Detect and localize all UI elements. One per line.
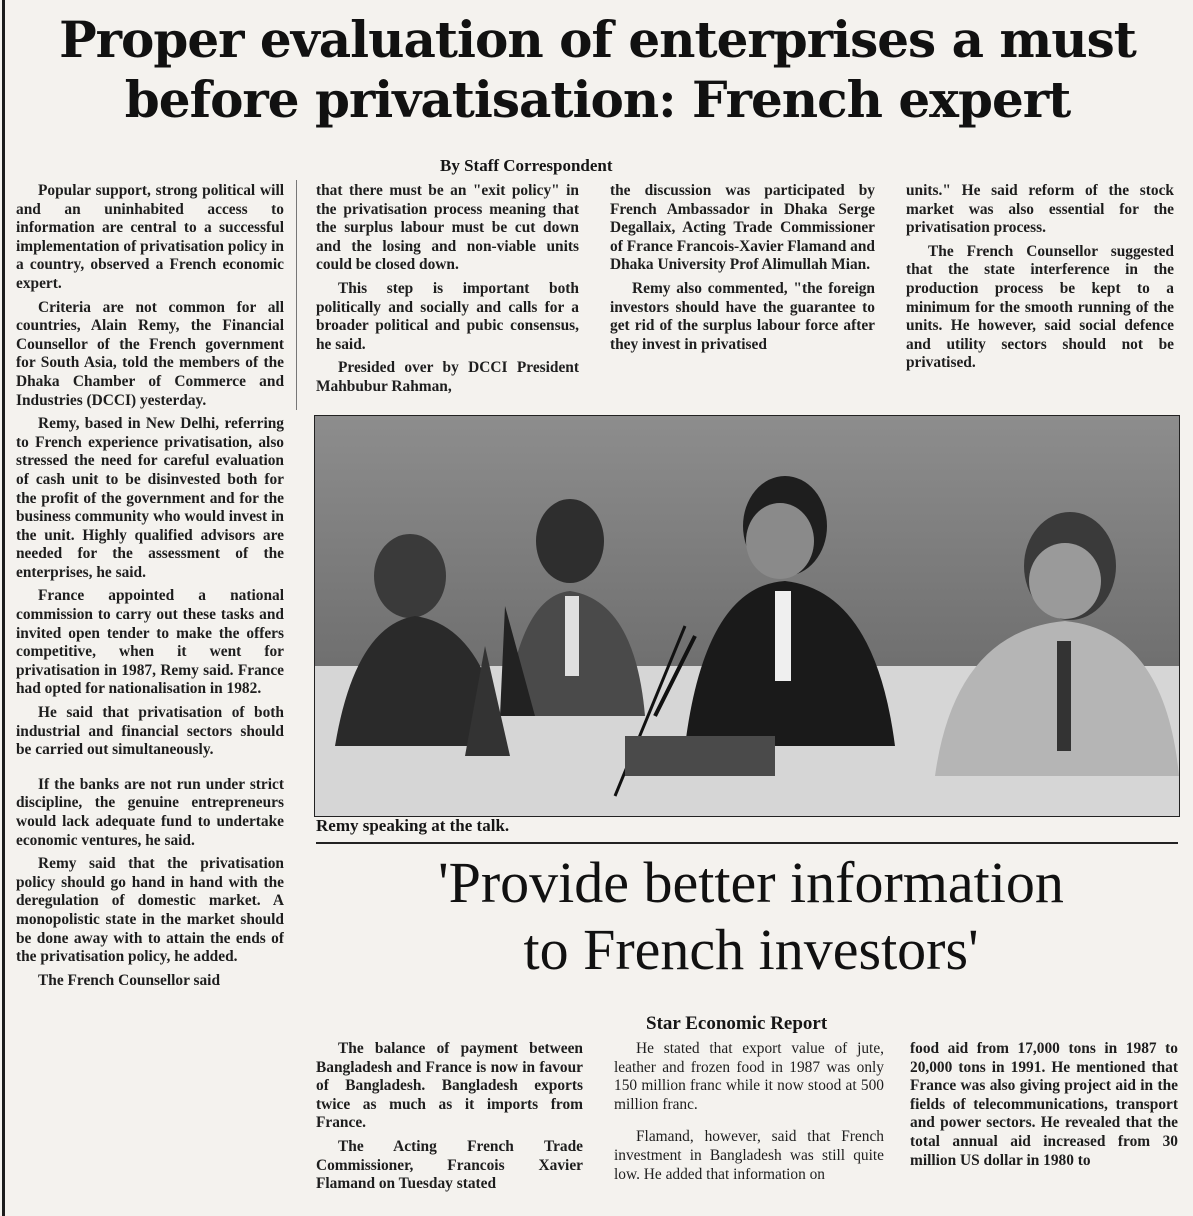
article2-column-1 (316, 1040, 583, 1216)
press-photo (314, 415, 1180, 817)
column-rule (296, 180, 297, 410)
article1-col3-para: the discussion was participated by French Ambassador in Dhaka Serge Degallaix, Acting Trade Commissioner of France Francois-Xavier Flamand and Dhaka University Prof Alimullah Mian. (610, 182, 875, 274)
article2-column-2 (614, 1040, 884, 1216)
article1-col1-para: Remy, based in New Delhi, referring to French experience privatisation, also stressed the need for careful evaluation of cash unit to be disinvested both for the profit of the government and for the business community who would invest in the unit. Highly qualified advisors are needed for the assessment of the enterprises, he said. (16, 415, 284, 581)
article1-column-1 (16, 182, 284, 1216)
article1-col1-para: Popular support, strong political will and an uninhabited access to information are central to a successful implementation of privatisation policy in a country, observed a French economic expert. (16, 182, 284, 292)
second-headline-line1: 'Provide better information (438, 850, 1064, 915)
article1-col2-para: This step is important both politically and socially and calls for a broader political and pubic consensus, he said. (316, 279, 579, 353)
article1-col1-para: He said that privatisation of both industrial and financial sectors should be carried out simultaneously. (16, 704, 284, 759)
caption-rule (316, 842, 1178, 844)
main-headline (10, 10, 1185, 130)
article1-col1-para: Criteria are not common for all countries, Alain Remy, the Financial Counsellor of the French government for South Asia, told the members of the Dhaka Chamber of Commerce and Industries (DCCI) yesterday. (16, 298, 284, 409)
article1-column-4 (906, 182, 1174, 408)
report-byline: Star Economic Report (646, 1013, 828, 1034)
second-headline (316, 850, 1186, 983)
article1-column-2 (316, 182, 579, 408)
article1-col1-para: The French Counsellor said (38, 971, 221, 989)
main-headline-line1: Proper evaluation of enterprises a must (59, 10, 1136, 69)
second-headline-line2: to French investors' (523, 916, 979, 982)
article1-col4-para: units." He said reform of the stock market was also essential for the privatisation process. (906, 182, 1174, 237)
article2-column-3 (910, 1040, 1178, 1216)
article1-col3-para: Remy also commented, "the foreign investors should have the guarantee to get rid of the surplus labour force after they invest in privatised (610, 279, 875, 353)
article1-col1-para: Remy said that the privatisation policy should go hand in hand with the deregulation of domestic market. A monopolistic state in the market should be done away with to attain the ends of the privatisation policy, he added. (16, 855, 284, 966)
article1-col1-para: France appointed a national commission to carry out these tasks and invited open tender to make the offers competitive, when it went for privatisation in 1987, Remy said. France had opted for nationalisation in 1982. (16, 587, 284, 698)
article1-col1-para: If the banks are not run under strict discipline, the genuine entrepreneurs would lack adequate fund to undertake economic ventures, he said. (16, 775, 284, 849)
article2-col2-para: He stated that export value of jute, leather and frozen food in 1987 was only 150 million franc while it now stood at 500 million franc. (614, 1040, 884, 1113)
article2-col3-para: food aid from 17,000 tons in 1987 to 20,000 tons in 1991. He mentioned that France was also giving project aid in the fields of telecommunications, transport and power sectors. He revealed that the total annual aid increased from 30 million US dollar in 1980 to (910, 1040, 1178, 1169)
byline: By Staff Correspondent (440, 156, 613, 175)
article1-column-3 (610, 182, 875, 408)
left-column-rule (2, 0, 5, 1216)
article2-col1-para: The Acting French Trade Commissioner, Francois Xavier Flamand on Tuesday stated (316, 1137, 583, 1193)
photo-caption: Remy speaking at the talk. (316, 816, 510, 835)
article1-col2-para: that there must be an "exit policy" in the privatisation process meaning that the surplus labour must be cut down and the losing and non-viable units could be closed down. (316, 182, 579, 274)
article2-col2-para: Flamand, however, said that French investment in Bangladesh was still quite low. He added that information on (614, 1128, 884, 1183)
article1-col4-para: The French Counsellor suggested that the state interference in the production process be kept to a minimum for the smooth running of the units. He however, said social defence and utility sectors should not be privatised. (906, 242, 1174, 372)
article1-col2-para: Presided over by DCCI President Mahbubur Rahman, (316, 359, 579, 395)
article2-col1-para: The balance of payment between Bangladesh and France is now in favour of Bangladesh. Bangladesh exports twice as much as it imports from France. (316, 1040, 583, 1132)
main-headline-line2: before privatisation: French expert (124, 70, 1071, 129)
photo-illustration (315, 416, 1179, 816)
